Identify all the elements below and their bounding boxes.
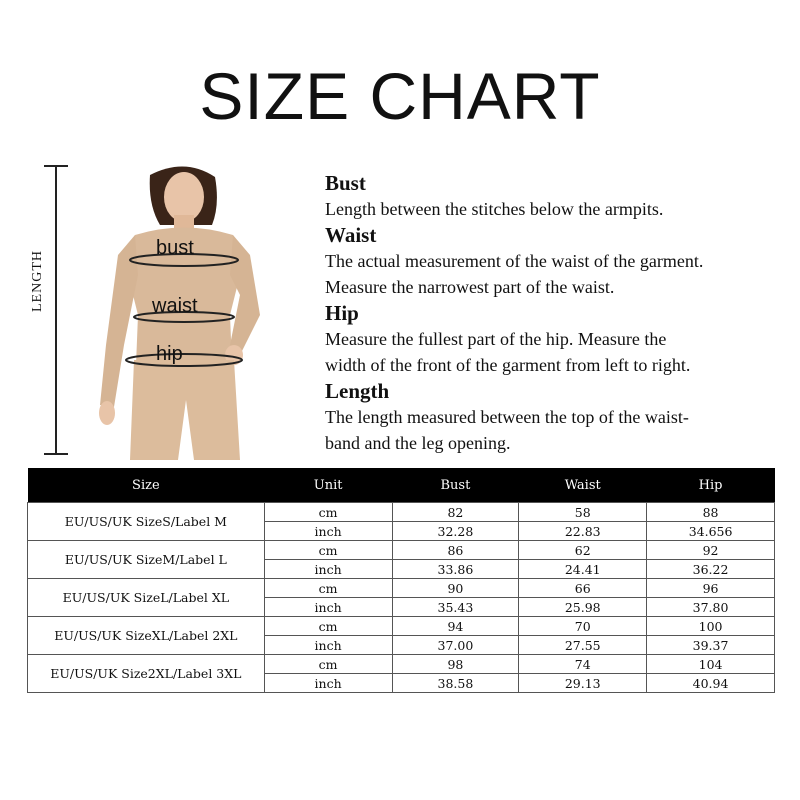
table-row — [28, 617, 775, 636]
desc-line: The actual measurement of the waist of the garment. — [325, 251, 704, 271]
bust-cell: 38.58 — [392, 674, 519, 693]
size-cell: EU/US/UK Size2XL/Label 3XL — [28, 655, 265, 693]
bust-label: bust — [156, 237, 194, 259]
waist-cell: 66 — [519, 579, 647, 598]
header-size: Size — [28, 468, 265, 503]
table-row — [28, 655, 775, 674]
size-cell: EU/US/UK SizeXL/Label 2XL — [28, 617, 265, 655]
bust-cell: 35.43 — [392, 598, 519, 617]
desc-heading: Hip — [325, 301, 359, 325]
waist-cell: 29.13 — [519, 674, 647, 693]
bust-cell: 86 — [392, 541, 519, 560]
hip-cell: 40.94 — [647, 674, 775, 693]
waist-cell: 58 — [519, 503, 647, 522]
size-table — [27, 468, 775, 693]
unit-cell: cm — [264, 579, 392, 598]
hip-label: hip — [156, 343, 183, 365]
table-row — [28, 579, 775, 598]
desc-line: Measure the narrowest part of the waist. — [325, 277, 615, 297]
desc-line: The length measured between the top of the waist- — [325, 407, 689, 427]
unit-cell: inch — [264, 636, 392, 655]
hip-cell: 88 — [647, 503, 775, 522]
unit-cell: inch — [264, 674, 392, 693]
unit-cell: inch — [264, 598, 392, 617]
length-label: LENGTH — [30, 250, 45, 312]
waist-cell: 70 — [519, 617, 647, 636]
waist-cell: 24.41 — [519, 560, 647, 579]
bust-cell: 98 — [392, 655, 519, 674]
unit-cell: cm — [264, 617, 392, 636]
table-row — [28, 541, 775, 560]
unit-cell: inch — [264, 560, 392, 579]
waist-cell: 27.55 — [519, 636, 647, 655]
hip-cell: 104 — [647, 655, 775, 674]
bust-cell: 37.00 — [392, 636, 519, 655]
unit-cell: inch — [264, 522, 392, 541]
desc-hip — [325, 300, 785, 378]
model-figure — [90, 165, 280, 460]
desc-heading: Waist — [325, 223, 377, 247]
hip-cell: 96 — [647, 579, 775, 598]
desc-heading: Length — [325, 379, 390, 403]
waist-cell: 74 — [519, 655, 647, 674]
hip-cell: 100 — [647, 617, 775, 636]
bust-cell: 32.28 — [392, 522, 519, 541]
hip-cell: 92 — [647, 541, 775, 560]
waist-label: waist — [152, 295, 198, 317]
hip-cell: 37.80 — [647, 598, 775, 617]
bust-cell: 33.86 — [392, 560, 519, 579]
desc-line: band and the leg opening. — [325, 433, 511, 453]
waist-cell: 62 — [519, 541, 647, 560]
table-header-row — [28, 468, 775, 503]
desc-line: width of the front of the garment from left to right. — [325, 355, 691, 375]
bust-cell: 82 — [392, 503, 519, 522]
desc-line: Measure the fullest part of the hip. Measure the — [325, 329, 667, 349]
hip-cell: 36.22 — [647, 560, 775, 579]
header-hip: Hip — [647, 468, 775, 503]
header-unit: Unit — [264, 468, 392, 503]
size-cell: EU/US/UK SizeS/Label M — [28, 503, 265, 541]
ruler-line — [55, 166, 57, 454]
bust-cell: 90 — [392, 579, 519, 598]
header-bust: Bust — [392, 468, 519, 503]
unit-cell: cm — [264, 503, 392, 522]
header-waist: Waist — [519, 468, 647, 503]
desc-line: Length between the stitches below the armpits. — [325, 199, 664, 219]
hip-cell: 39.37 — [647, 636, 775, 655]
unit-cell: cm — [264, 541, 392, 560]
desc-waist — [325, 222, 785, 300]
table-row — [28, 503, 775, 522]
size-cell: EU/US/UK SizeM/Label L — [28, 541, 265, 579]
ruler-cap-bottom — [44, 453, 68, 455]
waist-cell: 25.98 — [519, 598, 647, 617]
desc-heading: Bust — [325, 171, 366, 195]
desc-length — [325, 378, 785, 456]
desc-bust — [325, 170, 785, 222]
hip-cell: 34.656 — [647, 522, 775, 541]
waist-cell: 22.83 — [519, 522, 647, 541]
page-title: SIZE CHART — [199, 59, 601, 133]
unit-cell: cm — [264, 655, 392, 674]
measurement-descriptions — [325, 170, 785, 456]
bust-cell: 94 — [392, 617, 519, 636]
size-cell: EU/US/UK SizeL/Label XL — [28, 579, 265, 617]
